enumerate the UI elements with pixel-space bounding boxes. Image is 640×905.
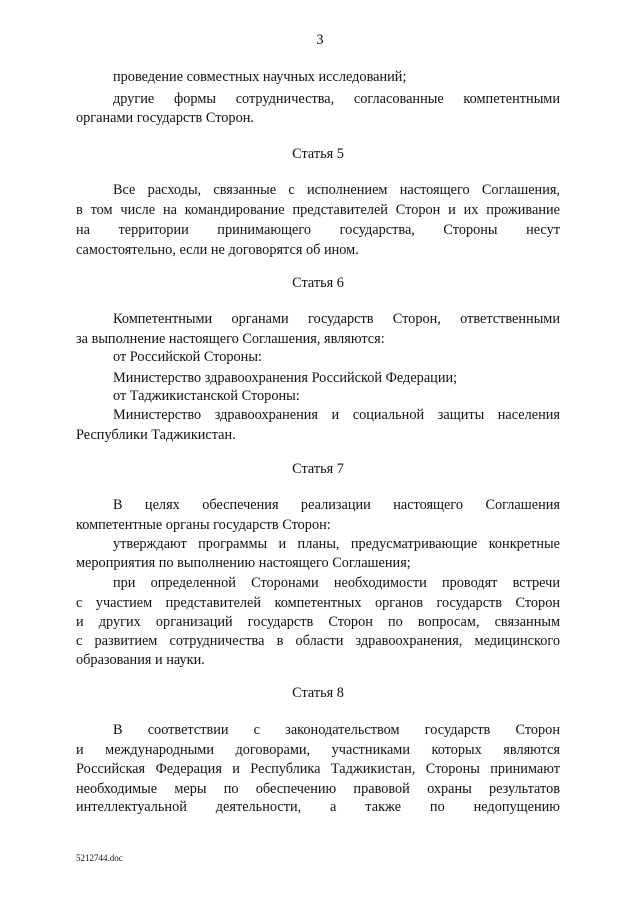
text-line: утверждают программы и планы, предусматривающие конкретные [113, 536, 560, 552]
text-line: В целях обеспечения реализации настоящего Соглашения [113, 497, 560, 513]
text-line: компетентные органы государств Сторон: [76, 517, 331, 533]
text-line: с участием представителей компетентных органов государств Сторон [76, 595, 560, 611]
text-line: Все расходы, связанные с исполнением настоящего Соглашения, [113, 182, 560, 198]
text-line: Российская Федерация и Республика Таджикистан, Стороны принимают [76, 761, 560, 777]
text-line: самостоятельно, если не договорятся об ином. [76, 242, 359, 258]
text-line: образования и науки. [76, 652, 205, 668]
text-line: мероприятия по выполнению настоящего Соглашения; [76, 555, 411, 571]
text-line: на территории принимающего государства, Стороны несут [76, 222, 560, 238]
text-line: другие формы сотрудничества, согласованные компетентными [113, 91, 560, 107]
text-line: В соответствии с законодательством государств Сторон [113, 722, 560, 738]
text-line: от Российской Стороны: [113, 349, 262, 365]
article-heading: Статья 7 [292, 461, 344, 477]
text-line: Республики Таджикистан. [76, 427, 236, 443]
article-heading: Статья 6 [292, 275, 344, 291]
text-line: Компетентными органами государств Сторон, ответственными [113, 311, 560, 327]
footer-filename: 5212744.doc [76, 853, 123, 863]
article-heading: Статья 5 [292, 146, 344, 162]
text-line: в том числе на командирование представителей Сторон и их проживание [76, 202, 560, 218]
text-line: Министерство здравоохранения Российской Федерации; [113, 370, 458, 386]
text-line: с развитием сотрудничества в области здравоохранения, медицинского [76, 633, 560, 649]
text-line: и международными договорами, участниками которых являются [76, 742, 560, 758]
article-heading: Статья 8 [292, 685, 344, 701]
page-number: 3 [316, 32, 324, 48]
text-line: органами государств Сторон. [76, 110, 254, 126]
text-line: от Таджикистанской Стороны: [113, 388, 300, 404]
text-line: Министерство здравоохранения и социальной защиты населения [113, 407, 560, 423]
text-line: проведение совместных научных исследований; [113, 69, 407, 85]
text-line: интеллектуальной деятельности, а также по недопущению [76, 799, 560, 815]
text-line: при определенной Сторонами необходимости проводят встречи [113, 575, 560, 591]
text-line: необходимые меры по обеспечению правовой охраны результатов [76, 781, 560, 797]
text-line: и других организаций государств Сторон по вопросам, связанным [76, 614, 560, 630]
text-line: за выполнение настоящего Соглашения, являются: [76, 331, 385, 347]
